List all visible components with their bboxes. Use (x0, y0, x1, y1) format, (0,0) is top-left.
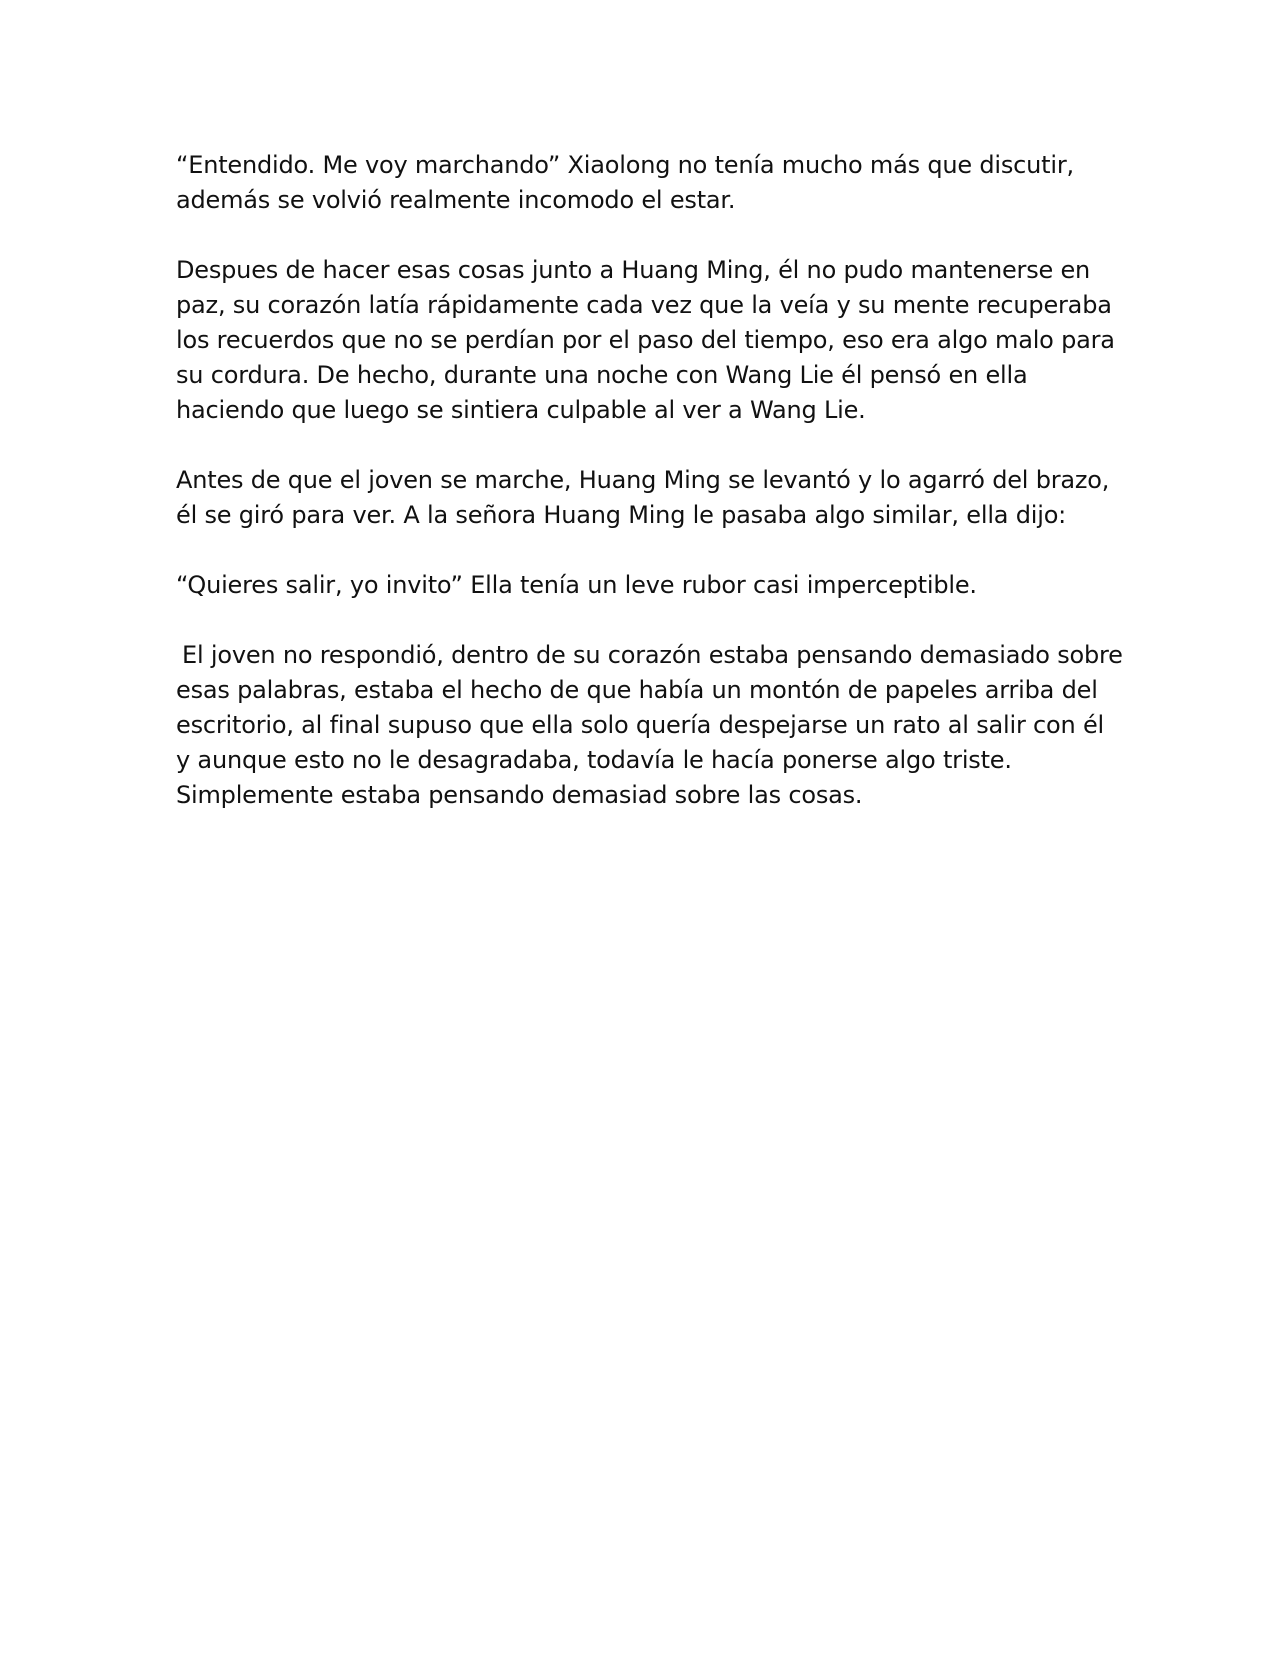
paragraph-line: Antes de que el joven se marche, Huang Ming se levantó y lo agarró del brazo, (176, 466, 1110, 494)
paragraph-2 (176, 253, 1115, 428)
paragraph-line: él se giró para ver. A la señora Huang Ming le pasaba algo similar, ella dijo: (176, 501, 1067, 529)
paragraph-line: además se volvió realmente incomodo el estar. (176, 186, 736, 214)
paragraph-line: su cordura. De hecho, durante una noche con Wang Lie él pensó en ella (176, 361, 1028, 389)
paragraph-line: paz, su corazón latía rápidamente cada vez que la veía y su mente recuperaba (176, 291, 1112, 319)
paragraph-line: El joven no respondió, dentro de su corazón estaba pensando demasiado sobre (182, 641, 1123, 669)
paragraph-line: “Entendido. Me voy marchando” Xiaolong no tenía mucho más que discutir, (176, 151, 1074, 179)
paragraph-line: Despues de hacer esas cosas junto a Huang Ming, él no pudo mantenerse en (176, 256, 1091, 284)
paragraph-line: “Quieres salir, yo invito” Ella tenía un leve rubor casi imperceptible. (176, 571, 977, 599)
paragraph-line: los recuerdos que no se perdían por el paso del tiempo, eso era algo malo para (176, 326, 1115, 354)
paragraph-4 (176, 568, 1106, 603)
body-text (176, 148, 1123, 848)
paragraph-3 (176, 463, 1110, 533)
paragraph-line: haciendo que luego se sintiera culpable al ver a Wang Lie. (176, 396, 866, 424)
paragraph-line: y aunque esto no le desagradaba, todavía le hacía ponerse algo triste. (176, 746, 1012, 774)
paragraph-line: escritorio, al final supuso que ella solo quería despejarse un rato al salir con él (176, 711, 1105, 739)
paragraph-line: Simplemente estaba pensando demasiad sobre las cosas. (176, 781, 863, 809)
paragraph-line: esas palabras, estaba el hecho de que había un montón de papeles arriba del (176, 676, 1098, 704)
paragraph-1 (176, 148, 1106, 218)
paragraph-5 (176, 638, 1123, 813)
